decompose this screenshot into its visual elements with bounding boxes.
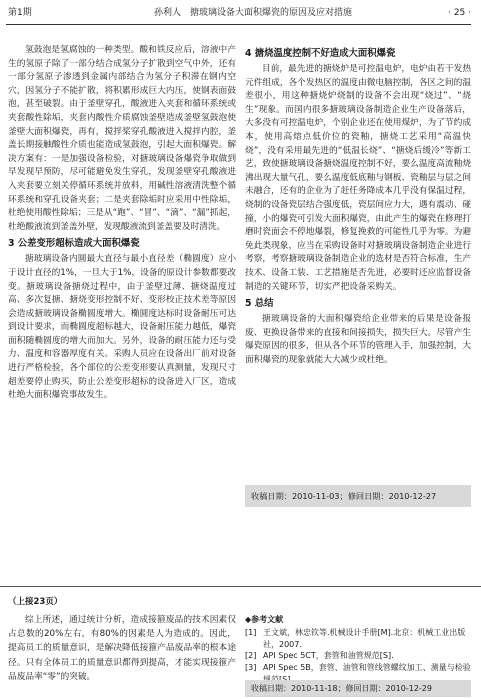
section-heading-4: 4 搪烧温度控制不好造成大面积爆瓷 bbox=[245, 48, 396, 59]
received-date-banner-bottom: 收稿日期：2010-11-18；修回日期：2010-12-29 bbox=[245, 680, 471, 697]
page-number: · 25 · bbox=[448, 8, 471, 18]
continued-column bbox=[8, 613, 236, 684]
reference-item: [3] API Spec 5B，套管、油管和管线管螺纹加工、测量与检验 bbox=[245, 663, 471, 673]
references-title: ◆参考文献 bbox=[245, 615, 284, 624]
continued-from-note: （上接23页） bbox=[8, 597, 63, 607]
section-divider bbox=[0, 586, 481, 587]
references bbox=[245, 614, 471, 686]
running-title: 孙利人 搪玻璃设备大面积爆瓷的原因及应对措施 bbox=[154, 8, 353, 18]
paragraph-summary: 搪玻璃设备的大面积爆瓷给企业带来的后果是设备报废、更换设备带来的直接和间接损失，损失巨大。尽管产生爆瓷原因的很多，但从各个环节的管理入手，加强控制，大面积爆瓷的现象就能大大减少或杜绝。 bbox=[245, 314, 471, 365]
right-column bbox=[245, 44, 471, 367]
left-column bbox=[8, 44, 236, 403]
paragraph-firing-temperature: 目前，最先进的搪烧炉是可控温电炉，电炉由若干发热元件组成，各个发热区的温度由微电脑控制，各区之间的温差很小，用这种搪烧炉烧制的设备不会出现“烧过”、“烧生”现象。而国内很多搪玻璃设备制造企业生产设备落后，大多没有可控温电炉，个别企业还在使用煤炉，为了节约成本，使用高熔点低价位的瓷釉，搪烧工艺采用“高温快烧”，没有采用最先进的“低温长烧”、“搪烧后缓冷”等新工艺，致使搪玻璃设备搪烧温度控制不好，要么温度高流釉烧沸出现大量气孔，要么温度低底釉与钢板、瓷釉层与层之间未融合，还有的企业为了赶任务降成本几乎没有保温过程，烧制的设备瓷层结合强度低，瓷层间应力大，遇有震动、碰撞，小的爆瓷可引发大面积爆瓷，由此产生的爆瓷在修理打磨时瓷面会不停地爆裂，修复挽救的可能性几乎为零。为避免此类现象，应当在采购设备时对搪玻璃设备制造企业进行考察，考察搪玻璃设备制造企业的选材是否符合标准，生产技术、设备工装、工艺措施是否先进，必要时还应监督设备制造的关键环节，切实严把设备采购关。 bbox=[245, 64, 471, 292]
section-heading-3: 3 公差变形超标造成大面积爆瓷 bbox=[8, 238, 140, 250]
paragraph-tolerance: 搪玻璃设备内圆最大直径与最小直径差（椭圆度）应小于设计直径的1%，一旦大于1%，设备的原设计参数都要改变。搪玻璃设备搪烧过程中，由于釜壁过薄、搪烧温度过高、多次复搪、搪烧变形控制不好、变形校正技术差等原因会造成搪玻璃设备椭圆度增大。椭圆度达标时设备耐压可达到设计要求，而椭圆度超标越大，设备耐压能力越低，爆瓷面积随椭圆度的增大而加大。另外，设备的耐压能力还与受力、温度和容器厚度有关。采购人员应在设备出厂前对设备进行严格检验，各个部位的公差变形要认真测量，发现尺寸超差要停止购买，防止公差变形超标的设备进入厂区，造成杜绝大面积爆瓷事故发生。 bbox=[8, 254, 236, 401]
received-date-banner: 收稿日期：2010-11-03；修回日期：2010-12-27 bbox=[245, 485, 471, 507]
reference-list bbox=[245, 627, 471, 686]
page-header bbox=[6, 2, 471, 25]
paragraph-conclusion: 综上所述，通过统计分析，造成接箍废品的技术因素仅占总数的20%左右，有80%的因素是人为造成的。因此，提高员工的质量意识，是解决降低接箍产品废品率的根本途径。只有全体员工的质量意识都得到提高，才能实现接箍产品废品率“零”的突破。 bbox=[8, 615, 236, 682]
reference-item: [1] 王文斌，林忠钦等.机械设计手册[M].北京：机械工业出版社，2007. bbox=[245, 627, 466, 649]
reference-item: [2] API Spec 5CT，套管和油管规范[S]. bbox=[245, 651, 394, 661]
section-heading-5: 5 总结 bbox=[245, 298, 274, 310]
paragraph-hydrogen-blister: 氢鼓泡是氢腐蚀的一种类型。酸和铁反应后，溶液中产生的氢原子除了一部分结合成氢分子扩散到空气中外，还有一部分氢原子渗透到金属内部结合为氢分子积滞在钢内空穴，因氢分子不能扩散，将积累形成巨大内压，使钢表面鼓泡，甚至破裂。由于釜壁穿孔，酸液进入夹套和循环系统或夹套酸性除垢，夹套内酸性介质腐蚀釜壁造成釜壁氢鼓泡使釜壁大面积爆瓷，再有，搅拌桨穿孔酸液进入搅拌内腔，釜盖长期接触酸性介质也能造成氢鼓泡，引起大面积爆瓷。解决方案有：一是加强设备检验，对搪玻璃设备爆瓷争取做到早发现早预防，尽可能避免发生穿孔，发现釜壁穿孔酸液进入夹套要立刻关停循环系统并放料，用碱性溶液清洗整个循环系统和穿孔设备夹套；二是夹套除垢时应采用中性除垢，杜绝使用酸性除垢；三是从“跑”、“冒”、“滴”、“漏”抓起，杜绝酸液流到釜盖外壁，发现酸液流到釜盖要及时清洗。 bbox=[8, 45, 236, 232]
issue-number: 第1期 bbox=[8, 8, 32, 18]
